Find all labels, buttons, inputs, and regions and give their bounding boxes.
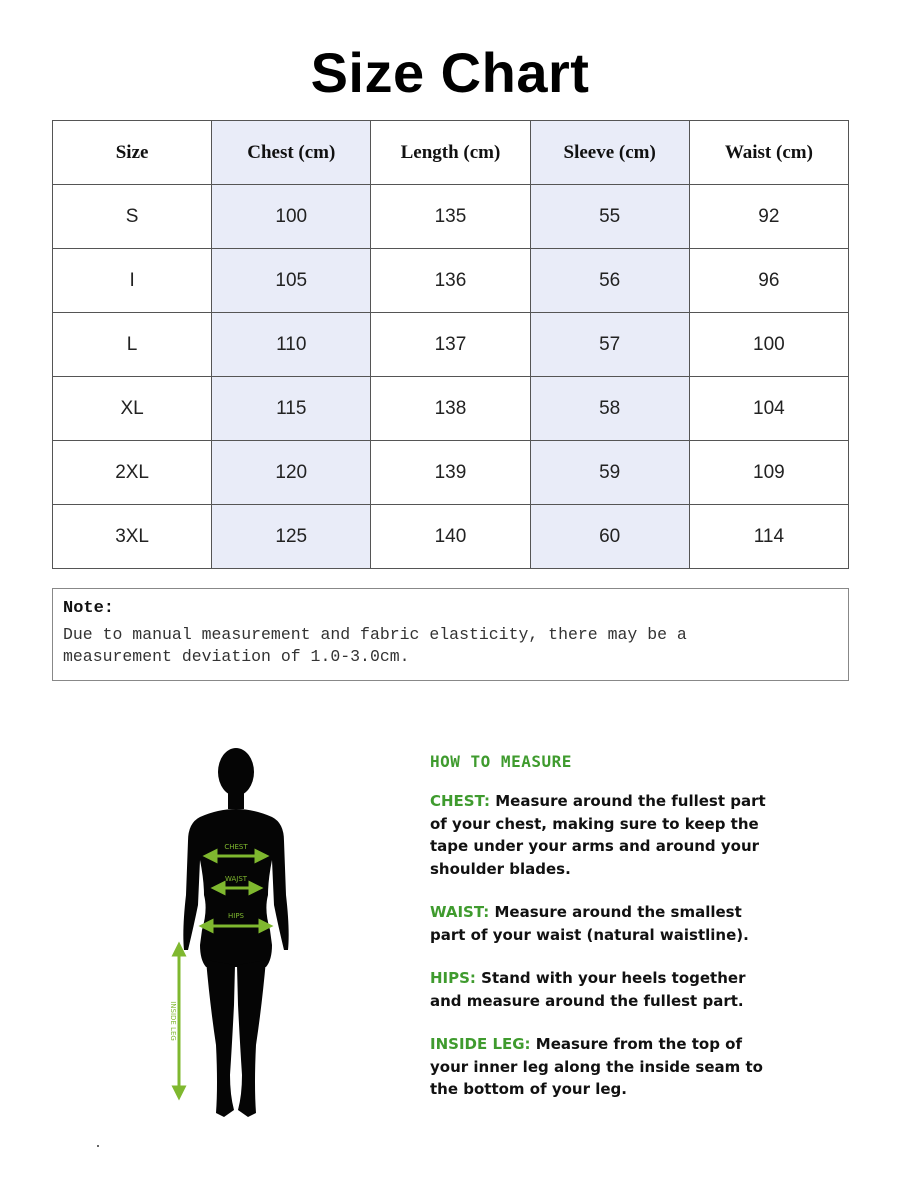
- cell-waist: 104: [689, 377, 848, 441]
- page-title: Size Chart: [310, 41, 590, 104]
- measure-item-inside-leg: [430, 1033, 830, 1101]
- silhouette-icon: [183, 748, 288, 1117]
- figure-waist-label: WAJST: [224, 875, 248, 883]
- cell-sleeve: 57: [530, 313, 689, 377]
- measure-text: the bottom of your leg.: [430, 1080, 627, 1098]
- table-row: [53, 313, 849, 377]
- cell-length: 136: [371, 249, 530, 313]
- cell-waist: 92: [689, 185, 848, 249]
- table-row: [53, 505, 849, 569]
- measure-text: Measure around the smallest: [489, 903, 742, 921]
- figure-chest-label: CHEST: [224, 843, 248, 851]
- how-to-measure-heading: HOW TO MEASURE: [430, 752, 572, 771]
- measure-label-waist: WAIST:: [430, 903, 490, 921]
- cell-size: S: [53, 185, 212, 249]
- measure-text: shoulder blades.: [430, 859, 571, 878]
- cell-size: 2XL: [53, 441, 212, 505]
- table-row: [53, 249, 849, 313]
- cell-waist: 100: [689, 313, 848, 377]
- cell-size: L: [53, 313, 212, 377]
- figure-inside-leg-label: INSIDE LEG: [169, 1001, 177, 1041]
- table-row: [53, 377, 849, 441]
- note-text-line-1: Due to manual measurement and fabric elasticity, there may be a: [63, 625, 687, 644]
- cell-chest: 100: [212, 185, 371, 249]
- header-size: Size: [53, 121, 212, 185]
- body-silhouette-figure: [160, 745, 300, 1125]
- cell-waist: 114: [689, 505, 848, 569]
- header-waist: Waist (cm): [689, 121, 848, 185]
- header-sleeve: Sleeve (cm): [530, 121, 689, 185]
- measure-label-hips: HIPS:: [430, 969, 476, 987]
- cell-sleeve: 58: [530, 377, 689, 441]
- table-row: [53, 441, 849, 505]
- table-header-row: [53, 121, 849, 185]
- note-text-line-2: measurement deviation of 1.0-3.0cm.: [63, 647, 410, 666]
- measure-text: Measure from the top of: [530, 1035, 742, 1053]
- note-title: Note:: [63, 599, 115, 618]
- cell-size: I: [53, 249, 212, 313]
- cell-chest: 115: [212, 377, 371, 441]
- cell-length: 138: [371, 377, 530, 441]
- cell-sleeve: 56: [530, 249, 689, 313]
- cell-length: 135: [371, 185, 530, 249]
- cell-waist: 96: [689, 249, 848, 313]
- cell-length: 140: [371, 505, 530, 569]
- table-row: [53, 185, 849, 249]
- note-box: [52, 588, 849, 681]
- measure-label-chest: CHEST:: [430, 792, 491, 810]
- cell-sleeve: 59: [530, 441, 689, 505]
- cell-length: 137: [371, 313, 530, 377]
- measure-text: Stand with your heels together: [475, 969, 746, 987]
- cell-chest: 125: [212, 505, 371, 569]
- measure-label-inside-leg: INSIDE LEG:: [430, 1035, 531, 1053]
- measure-item-chest: [430, 790, 830, 880]
- cell-sleeve: 60: [530, 505, 689, 569]
- header-chest: Chest (cm): [212, 121, 371, 185]
- cell-size: XL: [53, 377, 212, 441]
- cell-size: 3XL: [53, 505, 212, 569]
- how-to-measure-section: [430, 752, 830, 1122]
- cell-sleeve: 55: [530, 185, 689, 249]
- measure-text: your inner leg along the inside seam to: [430, 1057, 763, 1076]
- measure-item-hips: [430, 967, 830, 1012]
- measure-text: of your chest, making sure to keep the: [430, 814, 759, 833]
- measure-text: Measure around the fullest part: [490, 792, 766, 810]
- figure-hips-label: HIPS: [228, 912, 244, 920]
- stray-dot: [97, 1145, 99, 1147]
- measure-text: tape under your arms and around your: [430, 837, 760, 855]
- measure-item-waist: [430, 901, 830, 946]
- size-table: [52, 120, 849, 569]
- measure-text: part of your waist (natural waistline).: [430, 925, 749, 944]
- cell-waist: 109: [689, 441, 848, 505]
- measure-text: and measure around the fullest part.: [430, 991, 744, 1010]
- cell-chest: 120: [212, 441, 371, 505]
- cell-chest: 105: [212, 249, 371, 313]
- header-length: Length (cm): [371, 121, 530, 185]
- cell-chest: 110: [212, 313, 371, 377]
- cell-length: 139: [371, 441, 530, 505]
